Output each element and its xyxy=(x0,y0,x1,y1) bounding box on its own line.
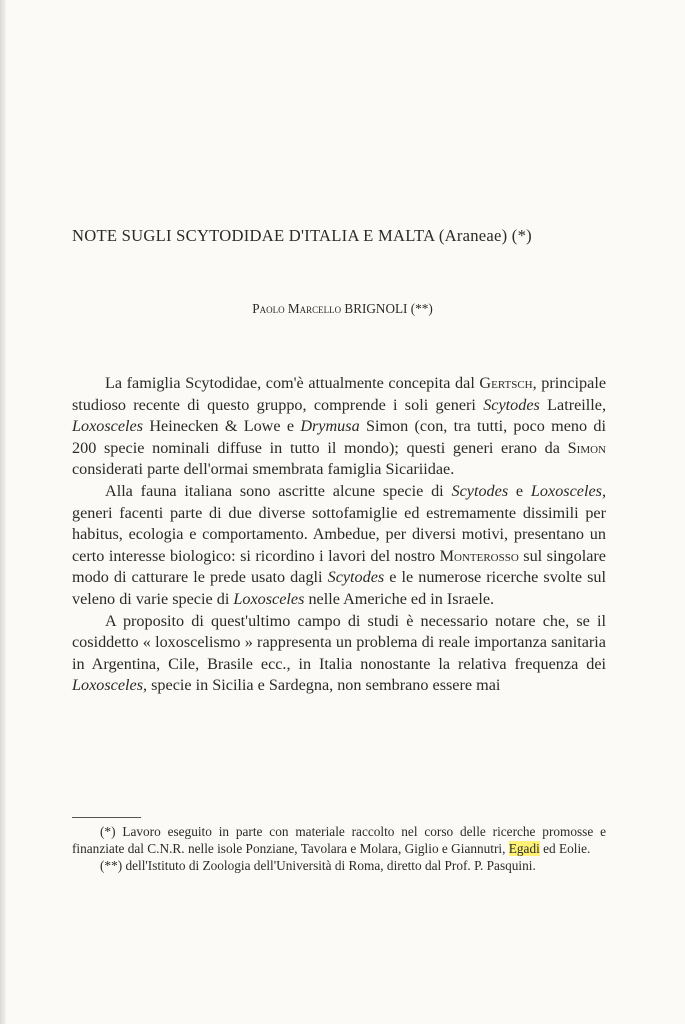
footnote-2: (**) dell'Istituto di Zoologia dell'Università di Roma, diretto dal Prof. P. Pasquini. xyxy=(100,857,536,873)
page-edge-shadow xyxy=(0,0,6,1024)
genus-loxosceles: Loxosceles xyxy=(233,589,305,608)
paragraph-2: Alla fauna italiana sono ascritte alcune specie di Scytodes e Loxosceles, generi facenti parte di due diverse sottofamiglie ed estremamente dissimili per habitus, ecologia e comportamento. Ambedue, per diversi motivi, presentano un certo interesse biologico: si ricordino i lavori del nostro Monterosso sul singolare modo di catturare le prede usato dagli Scytodes e le numerose ricerche svolte sul veleno di varie specie di Loxosceles nelle Americhe ed in Israele. xyxy=(72,481,606,608)
name-monterosso: Monterosso xyxy=(439,546,519,565)
genus-scytodes: Scytodes xyxy=(327,568,385,587)
footnote-1: (*) Lavoro eseguito in parte con materiale raccolto nel corso delle ricerche promosse e finanziate dal C.N.R. nelle isole Ponziane, Tavolara e Molara, Giglio e Giannutri, Egadi ed Eolie. xyxy=(72,824,606,856)
footnote-separator xyxy=(72,817,141,818)
article-title xyxy=(72,226,632,246)
paragraph-3: A proposito di quest'ultimo campo di studi è necessario notare che, se il cosiddetto « loxoscelismo » rappresenta un problema di reale importanza sanitaria in Argentina, Cile, Brasile ecc., in Italia nonostante la relativa frequenza dei Loxosceles, specie in Sicilia e Sardegna, non sembrano essere mai xyxy=(72,611,606,695)
genus-loxosceles: Loxosceles xyxy=(72,417,144,436)
genus-scytodes: Scytodes xyxy=(483,395,540,414)
paragraph-1: La famiglia Scytodidae, com'è attualmente concepita dal Gertsch, principale studioso recente di questo gruppo, comprende i soli generi Scytodes Latreille, Loxosceles Heinecken & Lowe e Drymusa Simon (con, tra tutti, poco meno di 200 specie nominali diffuse in tutto il mondo); questi generi erano da Simon considerati parte dell'ormai smembrata famiglia Sicariidae. xyxy=(72,374,606,479)
genus-drymusa: Drymusa xyxy=(300,417,360,436)
title-main: NOTE SUGLI SCYTODIDAE D'ITALIA E MALTA xyxy=(72,226,435,245)
author-first-names: Paolo Marcello xyxy=(252,301,342,316)
title-sub: (Araneae) (*) xyxy=(438,226,532,245)
genus-loxosceles: Loxosceles, xyxy=(530,481,606,500)
genus-scytodes: Scytodes xyxy=(451,481,509,500)
footnotes xyxy=(72,824,606,874)
genus-loxosceles: Loxosceles, xyxy=(72,676,148,695)
author-line xyxy=(0,301,685,317)
author-footnote-mark: (**) xyxy=(410,301,433,316)
name-gertsch: Gertsch xyxy=(479,374,533,392)
author-surname: BRIGNOLI xyxy=(344,301,408,316)
highlighted-text: Egadi xyxy=(508,840,540,856)
name-simon: Simon xyxy=(567,438,606,457)
body-text xyxy=(72,373,606,697)
